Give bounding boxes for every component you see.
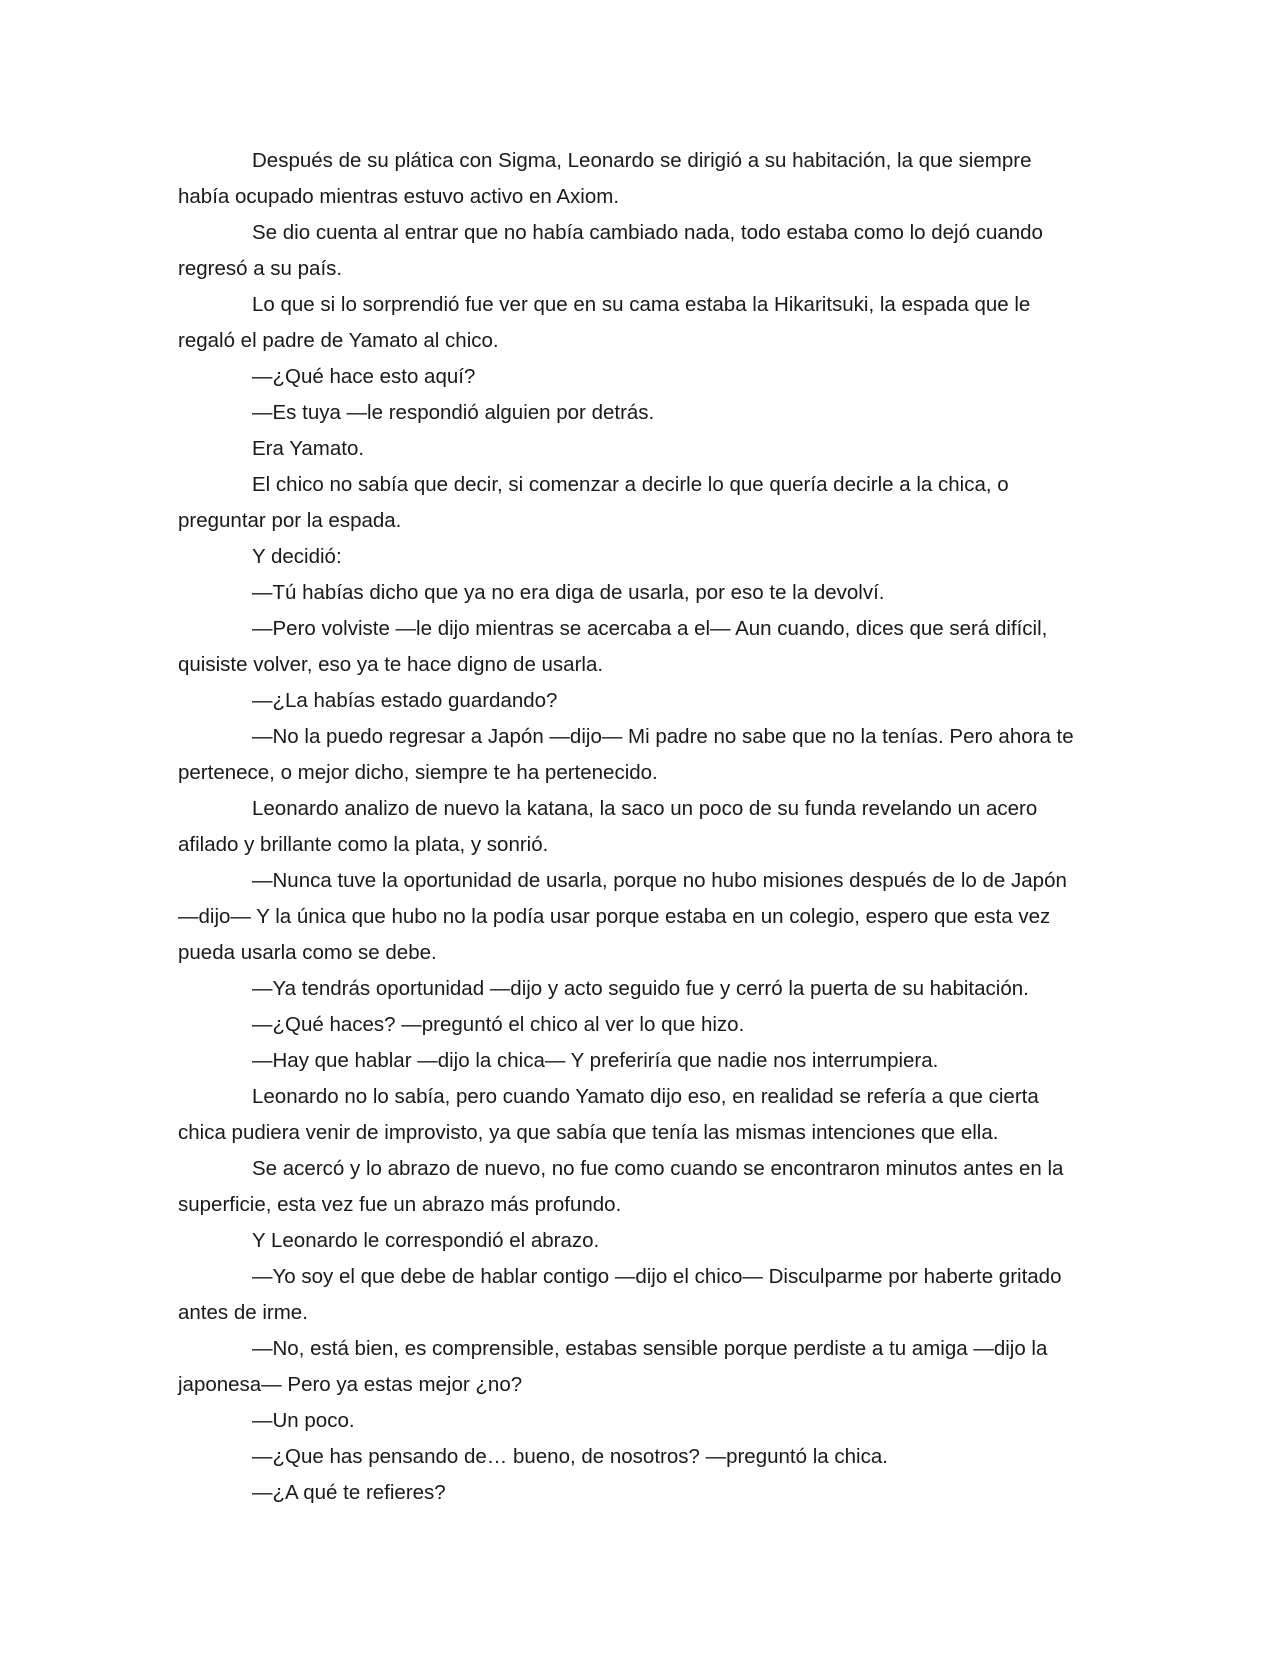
paragraph: —Pero volviste —le dijo mientras se acercaba a el— Aun cuando, dices que será difícil, quisiste volver, eso ya te hace digno de usarla. [178,617,1048,676]
paragraph: Después de su plática con Sigma, Leonardo se dirigió a su habitación, la que siempre había ocupado mientras estuvo activo en Axiom. [178,149,1032,208]
paragraph: —No, está bien, es comprensible, estabas sensible porque perdiste a tu amiga —dijo la japonesa— Pero ya estas mejor ¿no? [178,1337,1048,1396]
paragraph: —Tú habías dicho que ya no era diga de usarla, por eso te la devolví. [252,581,885,604]
paragraph: —Ya tendrás oportunidad —dijo y acto seguido fue y cerró la puerta de su habitación. [252,977,1029,1000]
paragraph: —¿La habías estado guardando? [252,689,558,712]
paragraph: Leonardo analizo de nuevo la katana, la saco un poco de su funda revelando un acero afilado y brillante como la plata, y sonrió. [178,797,1038,856]
paragraph: —¿Qué hace esto aquí? [252,365,476,388]
paragraph: —Es tuya —le respondió alguien por detrás. [252,401,655,424]
paragraph: Era Yamato. [252,437,365,460]
paragraph: —Nunca tuve la oportunidad de usarla, porque no hubo misiones después de lo de Japón —dijo— Y la única que hubo no la podía usar porque estaba en un colegio, espero que esta vez pueda usarla como se debe. [178,869,1067,964]
paragraph: Se dio cuenta al entrar que no había cambiado nada, todo estaba como lo dejó cuando regresó a su país. [178,221,1043,280]
paragraph: —¿Qué haces? —preguntó el chico al ver lo que hizo. [252,1013,745,1036]
document-body [178,143,1082,1511]
paragraph: —Yo soy el que debe de hablar contigo —dijo el chico— Disculparme por haberte gritado antes de irme. [178,1265,1062,1324]
paragraph: —Hay que hablar —dijo la chica— Y preferiría que nadie nos interrumpiera. [252,1049,939,1072]
paragraph: El chico no sabía que decir, si comenzar a decirle lo que quería decirle a la chica, o preguntar por la espada. [178,473,1009,532]
paragraph: —¿Que has pensando de… bueno, de nosotros? —preguntó la chica. [252,1445,888,1468]
paragraph: —¿A qué te refieres? [252,1481,446,1504]
paragraph: Se acercó y lo abrazo de nuevo, no fue como cuando se encontraron minutos antes en la superficie, esta vez fue un abrazo más profundo. [178,1157,1064,1216]
paragraph: —No la puedo regresar a Japón —dijo— Mi padre no sabe que no la tenías. Pero ahora te pertenece, o mejor dicho, siempre te ha pertenecido. [178,725,1074,784]
paragraph: Y decidió: [252,545,342,568]
paragraph: —Un poco. [252,1409,355,1432]
paragraph: Lo que si lo sorprendió fue ver que en su cama estaba la Hikaritsuki, la espada que le regaló el padre de Yamato al chico. [178,293,1031,352]
paragraph: Y Leonardo le correspondió el abrazo. [252,1229,600,1252]
paragraph: Leonardo no lo sabía, pero cuando Yamato dijo eso, en realidad se refería a que cierta chica pudiera venir de improvisto, ya que sabía que tenía las mismas intenciones que ella. [178,1085,1039,1144]
